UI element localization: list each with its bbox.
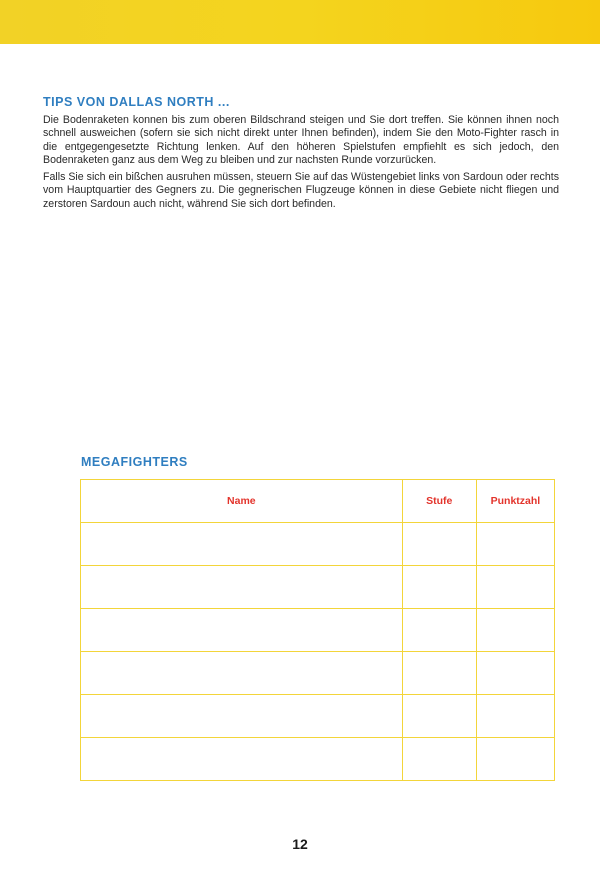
- stufe-cell: [402, 695, 476, 738]
- stufe-cell: [402, 652, 476, 695]
- table-row: [81, 523, 555, 566]
- table-row: [81, 652, 555, 695]
- punktzahl-cell: [476, 609, 554, 652]
- tips-paragraph: Falls Sie sich ein bißchen ausruhen müssen, steuern Sie auf das Wüstengebiet links von Sardoun oder rechts vom Hauptquartier des Gegners zu. Die gegnerischen Flugzeuge können in diese Gebiete nicht fliegen und zerstoren Sardoun auch nicht, während Sie sich dort befinden.: [43, 171, 559, 210]
- column-header-stufe: Stufe: [402, 480, 476, 523]
- stufe-cell: [402, 609, 476, 652]
- section-title: TIPS VON DALLAS NORTH ...: [43, 95, 230, 109]
- top-color-band: [0, 0, 600, 44]
- tips-body: [43, 114, 559, 215]
- punktzahl-cell: [476, 738, 554, 781]
- stufe-cell: [402, 738, 476, 781]
- score-table: [80, 479, 555, 781]
- table-title: MEGAFIGHTERS: [81, 455, 188, 469]
- name-cell: [81, 695, 403, 738]
- punktzahl-cell: [476, 695, 554, 738]
- column-header-name: Name: [81, 480, 403, 523]
- table-row: [81, 695, 555, 738]
- name-cell: [81, 523, 403, 566]
- name-cell: [81, 609, 403, 652]
- name-cell: [81, 738, 403, 781]
- table-row: [81, 566, 555, 609]
- table-row: [81, 738, 555, 781]
- stufe-cell: [402, 566, 476, 609]
- table-header-row: [81, 480, 555, 523]
- tips-paragraph: Die Bodenraketen konnen bis zum oberen Bildschrand steigen und Sie dort treffen. Sie können ihnen noch schnell ausweichen (sofern sie sich nicht direkt unter Ihnen befinden), indem Sie den Moto-Fighter rasch in die entgegengesetzte Richtung lenken. Auf den höheren Spielstufen empfiehlt es sich jedoch, den Bodenraketen ganz aus dem Weg zu bleiben und zur nachsten Runde vorzurücken.: [43, 114, 559, 166]
- name-cell: [81, 652, 403, 695]
- punktzahl-cell: [476, 523, 554, 566]
- name-cell: [81, 566, 403, 609]
- column-header-punktzahl: Punktzahl: [476, 480, 554, 523]
- table-row: [81, 609, 555, 652]
- page-number: 12: [292, 836, 308, 852]
- punktzahl-cell: [476, 652, 554, 695]
- punktzahl-cell: [476, 566, 554, 609]
- stufe-cell: [402, 523, 476, 566]
